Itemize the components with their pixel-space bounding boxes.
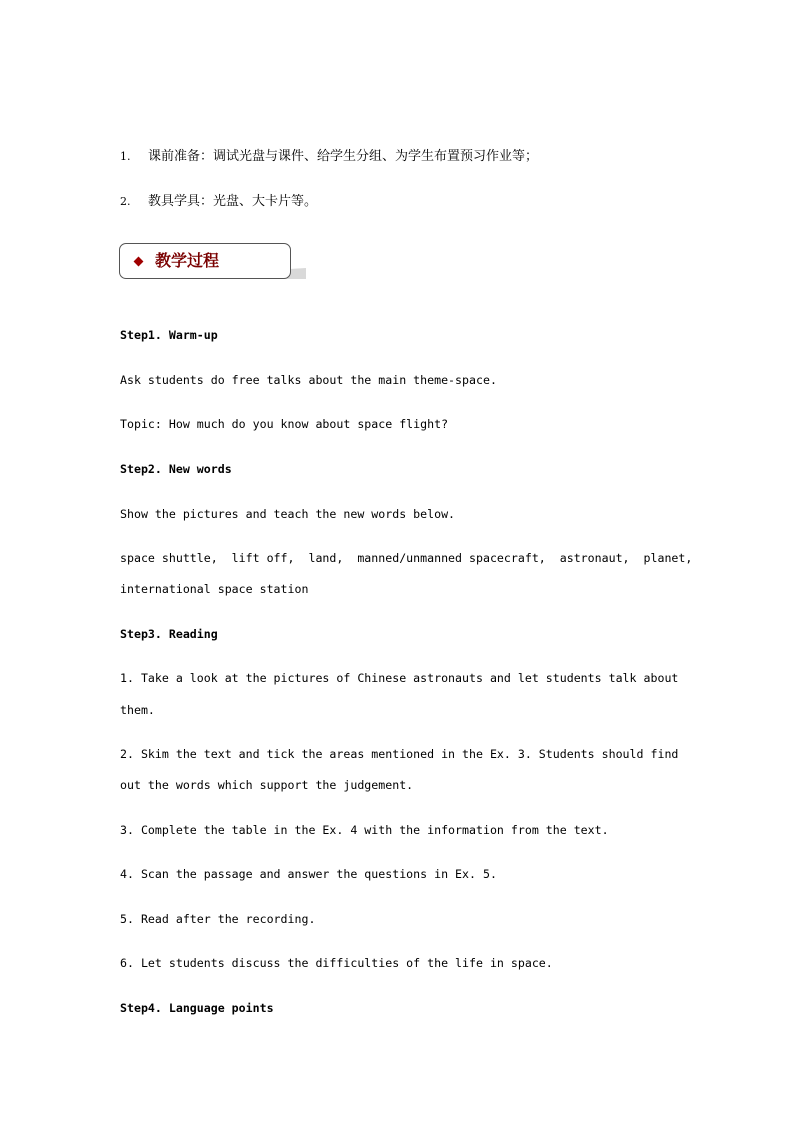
- body-line: Ask students do free talks about the main theme-space.: [120, 373, 497, 387]
- body-line: Show the pictures and teach the new words below.: [120, 507, 456, 521]
- step-heading: Step1. Warm-up: [120, 328, 218, 342]
- section-title: 教学过程: [155, 251, 220, 270]
- body-line: 6. Let students discuss the difficulties of the life in space.: [120, 956, 553, 970]
- step-heading: Step4. Language points: [120, 1001, 274, 1015]
- section-header-box: [119, 243, 291, 279]
- body-line: out the words which support the judgement.: [120, 778, 414, 792]
- body-line: international space station: [120, 582, 309, 596]
- body-line: space shuttle, lift off, land, manned/unmanned spacecraft, astronaut, planet,: [120, 551, 693, 565]
- body-line: 1. Take a look at the pictures of Chinese astronauts and let students talk about: [120, 671, 679, 685]
- prep-item: [120, 193, 317, 211]
- list-number: 2.: [120, 195, 131, 208]
- body-line: Topic: How much do you know about space flight?: [120, 417, 449, 431]
- prep-item: [120, 148, 538, 166]
- step-heading: Step3. Reading: [120, 627, 218, 641]
- body-line: 2. Skim the text and tick the areas mentioned in the Ex. 3. Students should find: [120, 747, 679, 761]
- prep-text: 教具学具：光盘、大卡片等。: [148, 194, 318, 209]
- body-line: 3. Complete the table in the Ex. 4 with the information from the text.: [120, 823, 609, 837]
- list-number: 1.: [120, 150, 131, 163]
- body-line: 4. Scan the passage and answer the questions in Ex. 5.: [120, 867, 497, 881]
- step-heading: Step2. New words: [120, 462, 232, 476]
- body-line: them.: [120, 703, 155, 717]
- prep-text: 课前准备：调试光盘与课件、给学生分组、为学生布置预习作业等；: [148, 149, 539, 164]
- diamond-bullet-icon: [134, 257, 144, 267]
- body-line: 5. Read after the recording.: [120, 912, 316, 926]
